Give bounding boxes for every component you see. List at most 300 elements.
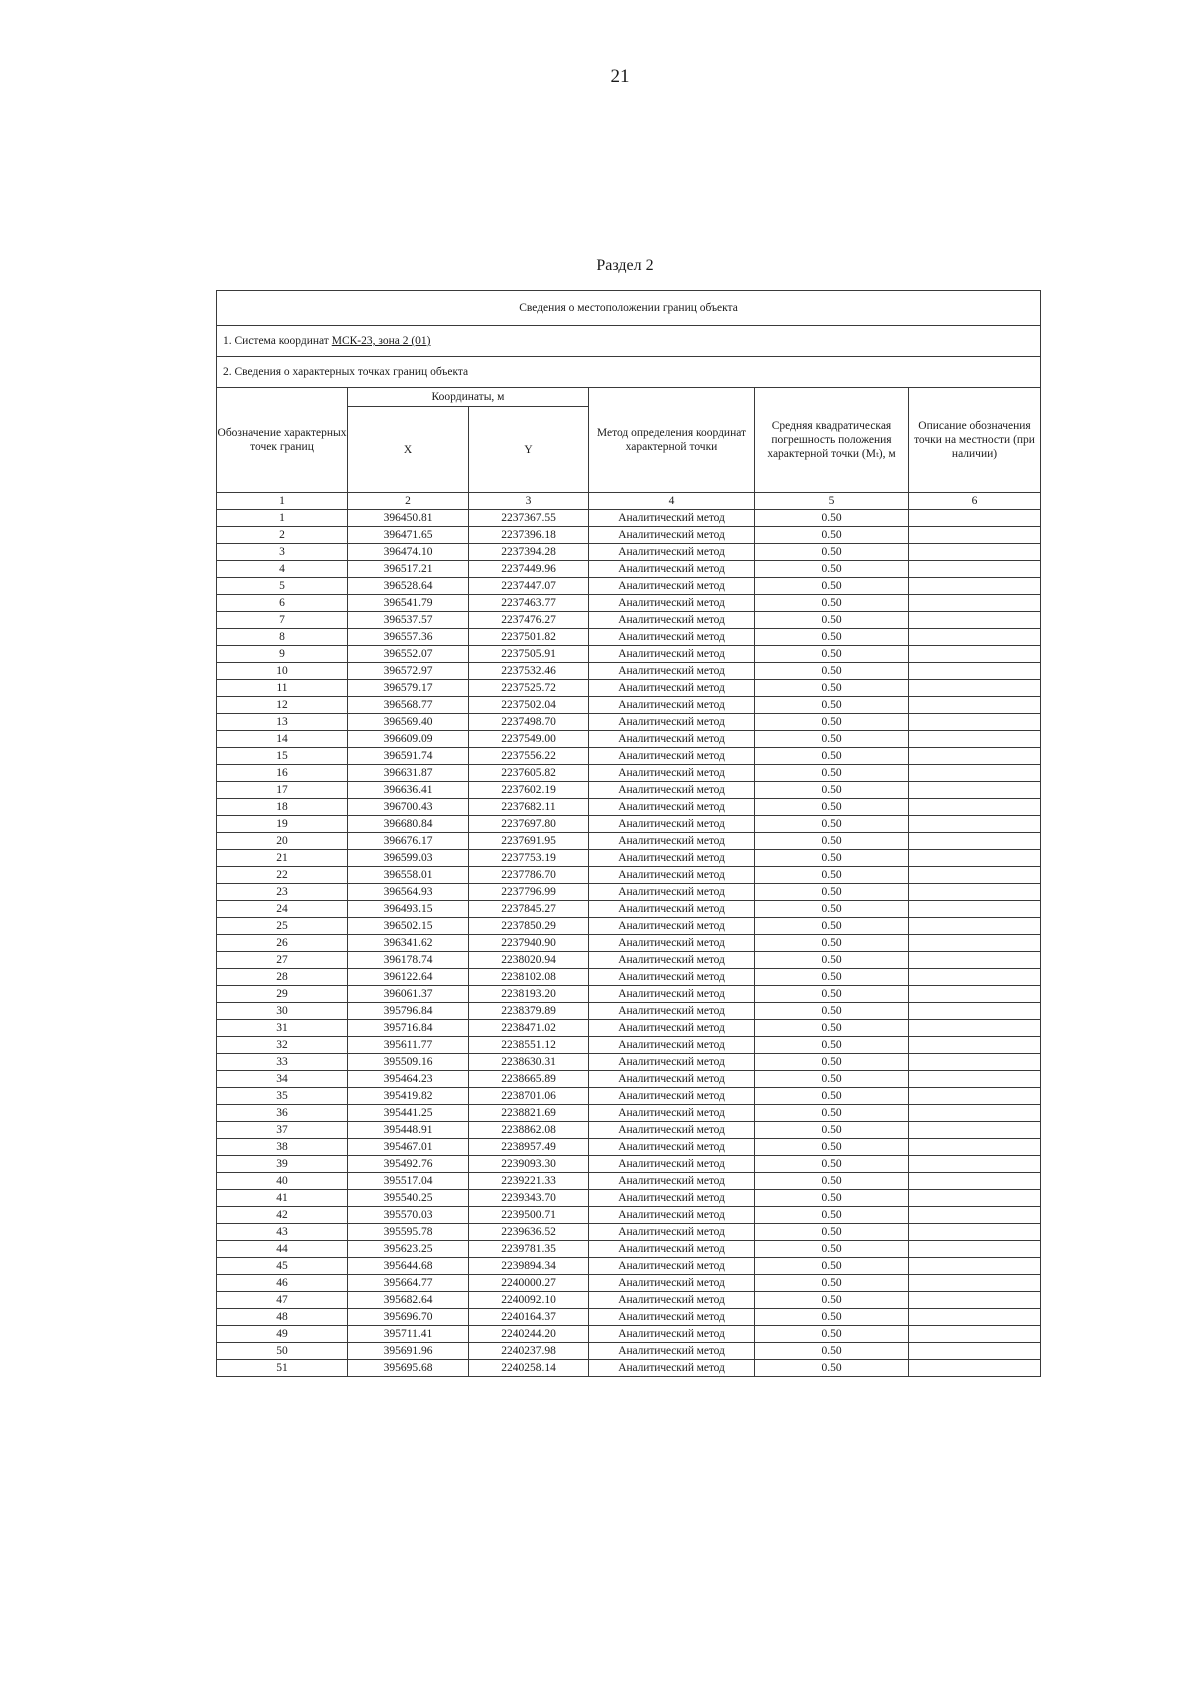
y-coordinate-cell: 2240258.14: [469, 1360, 589, 1377]
y-coordinate-cell: 2239636.52: [469, 1224, 589, 1241]
description-cell: [909, 799, 1041, 816]
coord-system-label: 1. Система координат: [223, 335, 332, 347]
description-cell: [909, 1190, 1041, 1207]
table-row: [217, 799, 1041, 816]
description-cell: [909, 1309, 1041, 1326]
description-cell: [909, 697, 1041, 714]
description-cell: [909, 1241, 1041, 1258]
method-cell: Аналитический метод: [589, 663, 755, 680]
description-cell: [909, 663, 1041, 680]
point-number-cell: 20: [217, 833, 348, 850]
error-cell: 0.50: [755, 1190, 909, 1207]
description-cell: [909, 1020, 1041, 1037]
method-cell: Аналитический метод: [589, 782, 755, 799]
error-cell: 0.50: [755, 952, 909, 969]
table-row: [217, 1071, 1041, 1088]
page-number: 21: [610, 66, 630, 87]
error-cell: 0.50: [755, 561, 909, 578]
table-row: [217, 714, 1041, 731]
x-coordinate-cell: 396631.87: [348, 765, 469, 782]
description-cell: [909, 1275, 1041, 1292]
x-coordinate-cell: 396599.03: [348, 850, 469, 867]
table-row: [217, 561, 1041, 578]
method-cell: Аналитический метод: [589, 714, 755, 731]
header-y: Y: [469, 407, 589, 493]
x-coordinate-cell: 396122.64: [348, 969, 469, 986]
description-cell: [909, 1088, 1041, 1105]
error-cell: 0.50: [755, 544, 909, 561]
x-coordinate-cell: 395796.84: [348, 1003, 469, 1020]
coord-system-row: [217, 326, 1041, 357]
x-coordinate-cell: 395623.25: [348, 1241, 469, 1258]
y-coordinate-cell: 2240244.20: [469, 1326, 589, 1343]
description-cell: [909, 646, 1041, 663]
table-row: [217, 1122, 1041, 1139]
error-cell: 0.50: [755, 1241, 909, 1258]
x-coordinate-cell: 395644.68: [348, 1258, 469, 1275]
point-number-cell: 31: [217, 1020, 348, 1037]
description-cell: [909, 510, 1041, 527]
description-cell: [909, 935, 1041, 952]
table-row: [217, 697, 1041, 714]
header-x: X: [348, 407, 469, 493]
x-coordinate-cell: 396474.10: [348, 544, 469, 561]
error-cell: 0.50: [755, 884, 909, 901]
point-number-cell: 13: [217, 714, 348, 731]
error-cell: 0.50: [755, 714, 909, 731]
x-coordinate-cell: 396609.09: [348, 731, 469, 748]
error-cell: 0.50: [755, 697, 909, 714]
point-number-cell: 10: [217, 663, 348, 680]
table-row: [217, 1360, 1041, 1377]
x-coordinate-cell: 396061.37: [348, 986, 469, 1003]
x-coordinate-cell: 395682.64: [348, 1292, 469, 1309]
point-number-cell: 27: [217, 952, 348, 969]
y-coordinate-cell: 2237682.11: [469, 799, 589, 816]
table-row: [217, 1207, 1041, 1224]
point-number-cell: 25: [217, 918, 348, 935]
method-cell: Аналитический метод: [589, 952, 755, 969]
y-coordinate-cell: 2237549.00: [469, 731, 589, 748]
column-number: 3: [469, 493, 589, 510]
column-number-row: [217, 493, 1041, 510]
y-coordinate-cell: 2238630.31: [469, 1054, 589, 1071]
error-cell: 0.50: [755, 833, 909, 850]
y-coordinate-cell: 2237396.18: [469, 527, 589, 544]
method-cell: Аналитический метод: [589, 1190, 755, 1207]
error-cell: 0.50: [755, 1071, 909, 1088]
method-cell: Аналитический метод: [589, 578, 755, 595]
error-cell: 0.50: [755, 1139, 909, 1156]
error-cell: 0.50: [755, 782, 909, 799]
method-cell: Аналитический метод: [589, 1139, 755, 1156]
x-coordinate-cell: 396579.17: [348, 680, 469, 697]
point-number-cell: 43: [217, 1224, 348, 1241]
y-coordinate-cell: 2237476.27: [469, 612, 589, 629]
point-number-cell: 48: [217, 1309, 348, 1326]
method-cell: Аналитический метод: [589, 561, 755, 578]
method-cell: Аналитический метод: [589, 1122, 755, 1139]
method-cell: Аналитический метод: [589, 986, 755, 1003]
method-cell: Аналитический метод: [589, 1360, 755, 1377]
method-cell: Аналитический метод: [589, 884, 755, 901]
point-number-cell: 49: [217, 1326, 348, 1343]
method-cell: Аналитический метод: [589, 544, 755, 561]
point-number-cell: 35: [217, 1088, 348, 1105]
y-coordinate-cell: 2237449.96: [469, 561, 589, 578]
y-coordinate-cell: 2237602.19: [469, 782, 589, 799]
x-coordinate-cell: 395595.78: [348, 1224, 469, 1241]
point-number-cell: 26: [217, 935, 348, 952]
y-coordinate-cell: 2239093.30: [469, 1156, 589, 1173]
table-row: [217, 884, 1041, 901]
column-number: 5: [755, 493, 909, 510]
x-coordinate-cell: 396564.93: [348, 884, 469, 901]
table-row: [217, 765, 1041, 782]
point-number-cell: 29: [217, 986, 348, 1003]
table-row: [217, 578, 1041, 595]
table-row: [217, 1292, 1041, 1309]
table-row: [217, 544, 1041, 561]
y-coordinate-cell: 2238821.69: [469, 1105, 589, 1122]
section-title: Раздел 2: [596, 257, 654, 274]
table-row: [217, 527, 1041, 544]
y-coordinate-cell: 2238193.20: [469, 986, 589, 1003]
description-cell: [909, 680, 1041, 697]
error-cell: 0.50: [755, 935, 909, 952]
x-coordinate-cell: 395696.70: [348, 1309, 469, 1326]
method-cell: Аналитический метод: [589, 595, 755, 612]
point-number-cell: 41: [217, 1190, 348, 1207]
point-number-cell: 21: [217, 850, 348, 867]
y-coordinate-cell: 2240000.27: [469, 1275, 589, 1292]
table-row: [217, 1003, 1041, 1020]
x-coordinate-cell: 395611.77: [348, 1037, 469, 1054]
table-caption-row: [217, 291, 1041, 326]
point-number-cell: 8: [217, 629, 348, 646]
table-row: [217, 850, 1041, 867]
table-row: [217, 986, 1041, 1003]
point-number-cell: 17: [217, 782, 348, 799]
table-row: [217, 1309, 1041, 1326]
y-coordinate-cell: 2237697.80: [469, 816, 589, 833]
x-coordinate-cell: 396502.15: [348, 918, 469, 935]
x-coordinate-cell: 395492.76: [348, 1156, 469, 1173]
method-cell: Аналитический метод: [589, 510, 755, 527]
point-number-cell: 15: [217, 748, 348, 765]
x-coordinate-cell: 396676.17: [348, 833, 469, 850]
x-coordinate-cell: 396572.97: [348, 663, 469, 680]
description-cell: [909, 1343, 1041, 1360]
x-coordinate-cell: 396591.74: [348, 748, 469, 765]
x-coordinate-cell: 396558.01: [348, 867, 469, 884]
x-coordinate-cell: 396528.64: [348, 578, 469, 595]
y-coordinate-cell: 2237691.95: [469, 833, 589, 850]
x-coordinate-cell: 395448.91: [348, 1122, 469, 1139]
method-cell: Аналитический метод: [589, 833, 755, 850]
x-coordinate-cell: 396471.65: [348, 527, 469, 544]
method-cell: Аналитический метод: [589, 1309, 755, 1326]
column-number: 1: [217, 493, 348, 510]
method-cell: Аналитический метод: [589, 1088, 755, 1105]
point-number-cell: 23: [217, 884, 348, 901]
method-cell: Аналитический метод: [589, 680, 755, 697]
error-cell: 0.50: [755, 1292, 909, 1309]
method-cell: Аналитический метод: [589, 867, 755, 884]
error-cell: 0.50: [755, 1122, 909, 1139]
error-cell: 0.50: [755, 612, 909, 629]
point-number-cell: 7: [217, 612, 348, 629]
point-number-cell: 33: [217, 1054, 348, 1071]
point-number-cell: 2: [217, 527, 348, 544]
method-cell: Аналитический метод: [589, 901, 755, 918]
description-cell: [909, 1207, 1041, 1224]
error-cell: 0.50: [755, 748, 909, 765]
point-number-cell: 40: [217, 1173, 348, 1190]
table-row: [217, 748, 1041, 765]
error-cell: 0.50: [755, 850, 909, 867]
error-cell: 0.50: [755, 1020, 909, 1037]
table-row: [217, 510, 1041, 527]
description-cell: [909, 578, 1041, 595]
column-number: 6: [909, 493, 1041, 510]
y-coordinate-cell: 2238020.94: [469, 952, 589, 969]
description-cell: [909, 918, 1041, 935]
point-number-cell: 3: [217, 544, 348, 561]
y-coordinate-cell: 2237753.19: [469, 850, 589, 867]
y-coordinate-cell: 2237447.07: [469, 578, 589, 595]
method-cell: Аналитический метод: [589, 748, 755, 765]
table-row: [217, 731, 1041, 748]
column-number: 2: [348, 493, 469, 510]
method-cell: Аналитический метод: [589, 765, 755, 782]
boundary-table: [216, 290, 1041, 1377]
x-coordinate-cell: 396680.84: [348, 816, 469, 833]
y-coordinate-cell: 2238551.12: [469, 1037, 589, 1054]
method-cell: Аналитический метод: [589, 935, 755, 952]
description-cell: [909, 612, 1041, 629]
x-coordinate-cell: 395419.82: [348, 1088, 469, 1105]
method-cell: Аналитический метод: [589, 1003, 755, 1020]
x-coordinate-cell: 396450.81: [348, 510, 469, 527]
error-cell: 0.50: [755, 1224, 909, 1241]
y-coordinate-cell: 2237498.70: [469, 714, 589, 731]
header-method: Метод определения координат характерной точки: [589, 388, 755, 493]
x-coordinate-cell: 396552.07: [348, 646, 469, 663]
method-cell: Аналитический метод: [589, 1071, 755, 1088]
point-number-cell: 30: [217, 1003, 348, 1020]
x-coordinate-cell: 395711.41: [348, 1326, 469, 1343]
description-cell: [909, 748, 1041, 765]
point-number-cell: 11: [217, 680, 348, 697]
point-number-cell: 37: [217, 1122, 348, 1139]
x-coordinate-cell: 396178.74: [348, 952, 469, 969]
description-cell: [909, 1173, 1041, 1190]
table-row: [217, 1139, 1041, 1156]
error-cell: 0.50: [755, 1088, 909, 1105]
description-cell: [909, 544, 1041, 561]
description-cell: [909, 867, 1041, 884]
method-cell: Аналитический метод: [589, 850, 755, 867]
description-cell: [909, 1326, 1041, 1343]
description-cell: [909, 952, 1041, 969]
method-cell: Аналитический метод: [589, 1105, 755, 1122]
description-cell: [909, 884, 1041, 901]
table-row: [217, 1241, 1041, 1258]
x-coordinate-cell: 396557.36: [348, 629, 469, 646]
x-coordinate-cell: 395691.96: [348, 1343, 469, 1360]
table-row: [217, 1190, 1041, 1207]
table-row: [217, 629, 1041, 646]
point-number-cell: 16: [217, 765, 348, 782]
method-cell: Аналитический метод: [589, 527, 755, 544]
table-row: [217, 1037, 1041, 1054]
table-row: [217, 1343, 1041, 1360]
error-cell: 0.50: [755, 646, 909, 663]
table-row: [217, 1156, 1041, 1173]
error-cell: 0.50: [755, 578, 909, 595]
point-number-cell: 39: [217, 1156, 348, 1173]
error-cell: 0.50: [755, 1207, 909, 1224]
table-row: [217, 816, 1041, 833]
error-cell: 0.50: [755, 901, 909, 918]
y-coordinate-cell: 2237525.72: [469, 680, 589, 697]
header-designation: Обозначение характерных точек границ: [217, 388, 348, 493]
description-cell: [909, 1003, 1041, 1020]
method-cell: Аналитический метод: [589, 816, 755, 833]
method-cell: Аналитический метод: [589, 799, 755, 816]
table-row: [217, 901, 1041, 918]
error-cell: 0.50: [755, 680, 909, 697]
error-cell: 0.50: [755, 918, 909, 935]
method-cell: Аналитический метод: [589, 1054, 755, 1071]
table-row: [217, 918, 1041, 935]
table-row: [217, 867, 1041, 884]
y-coordinate-cell: 2239781.35: [469, 1241, 589, 1258]
method-cell: Аналитический метод: [589, 1258, 755, 1275]
method-cell: Аналитический метод: [589, 918, 755, 935]
table-row: [217, 1105, 1041, 1122]
x-coordinate-cell: 396568.77: [348, 697, 469, 714]
description-cell: [909, 1258, 1041, 1275]
table-row: [217, 1088, 1041, 1105]
point-number-cell: 9: [217, 646, 348, 663]
method-cell: Аналитический метод: [589, 1020, 755, 1037]
method-cell: Аналитический метод: [589, 731, 755, 748]
y-coordinate-cell: 2239894.34: [469, 1258, 589, 1275]
x-coordinate-cell: 395540.25: [348, 1190, 469, 1207]
error-cell: 0.50: [755, 1003, 909, 1020]
x-coordinate-cell: 395716.84: [348, 1020, 469, 1037]
x-coordinate-cell: 395464.23: [348, 1071, 469, 1088]
x-coordinate-cell: 395509.16: [348, 1054, 469, 1071]
description-cell: [909, 1037, 1041, 1054]
table-row: [217, 1326, 1041, 1343]
y-coordinate-cell: 2238102.08: [469, 969, 589, 986]
y-coordinate-cell: 2238701.06: [469, 1088, 589, 1105]
description-cell: [909, 850, 1041, 867]
point-number-cell: 28: [217, 969, 348, 986]
table-row: [217, 1275, 1041, 1292]
table-row: [217, 952, 1041, 969]
point-number-cell: 38: [217, 1139, 348, 1156]
description-cell: [909, 714, 1041, 731]
description-cell: [909, 816, 1041, 833]
description-cell: [909, 1156, 1041, 1173]
table-row: [217, 782, 1041, 799]
y-coordinate-cell: 2238957.49: [469, 1139, 589, 1156]
method-cell: Аналитический метод: [589, 1275, 755, 1292]
table-caption: Сведения о местоположении границ объекта: [217, 291, 1041, 326]
point-number-cell: 50: [217, 1343, 348, 1360]
x-coordinate-cell: 396493.15: [348, 901, 469, 918]
header-coordinates: Координаты, м: [348, 388, 589, 407]
error-cell: 0.50: [755, 765, 909, 782]
x-coordinate-cell: 396341.62: [348, 935, 469, 952]
y-coordinate-cell: 2237501.82: [469, 629, 589, 646]
point-number-cell: 12: [217, 697, 348, 714]
x-coordinate-cell: 395467.01: [348, 1139, 469, 1156]
description-cell: [909, 1071, 1041, 1088]
error-cell: 0.50: [755, 1054, 909, 1071]
y-coordinate-cell: 2239500.71: [469, 1207, 589, 1224]
description-cell: [909, 1139, 1041, 1156]
y-coordinate-cell: 2240237.98: [469, 1343, 589, 1360]
x-coordinate-cell: 396636.41: [348, 782, 469, 799]
y-coordinate-cell: 2237796.99: [469, 884, 589, 901]
description-cell: [909, 782, 1041, 799]
point-number-cell: 42: [217, 1207, 348, 1224]
description-cell: [909, 986, 1041, 1003]
method-cell: Аналитический метод: [589, 1292, 755, 1309]
table-row: [217, 646, 1041, 663]
error-cell: 0.50: [755, 1275, 909, 1292]
method-cell: Аналитический метод: [589, 697, 755, 714]
method-cell: Аналитический метод: [589, 1241, 755, 1258]
error-cell: 0.50: [755, 1156, 909, 1173]
method-cell: Аналитический метод: [589, 1224, 755, 1241]
description-cell: [909, 561, 1041, 578]
description-cell: [909, 969, 1041, 986]
point-number-cell: 14: [217, 731, 348, 748]
y-coordinate-cell: 2238862.08: [469, 1122, 589, 1139]
header-error: Средняя квадратическая погрешность положения характерной точки (Mₜ), м: [755, 388, 909, 493]
y-coordinate-cell: 2237850.29: [469, 918, 589, 935]
y-coordinate-cell: 2237786.70: [469, 867, 589, 884]
x-coordinate-cell: 395664.77: [348, 1275, 469, 1292]
point-number-cell: 5: [217, 578, 348, 595]
error-cell: 0.50: [755, 1360, 909, 1377]
error-cell: 0.50: [755, 1258, 909, 1275]
error-cell: 0.50: [755, 816, 909, 833]
point-number-cell: 36: [217, 1105, 348, 1122]
coord-system-value: МСК-23, зона 2 (01): [331, 335, 431, 347]
y-coordinate-cell: 2237556.22: [469, 748, 589, 765]
error-cell: 0.50: [755, 731, 909, 748]
column-number: 4: [589, 493, 755, 510]
method-cell: Аналитический метод: [589, 1173, 755, 1190]
point-number-cell: 4: [217, 561, 348, 578]
error-cell: 0.50: [755, 663, 909, 680]
x-coordinate-cell: 395441.25: [348, 1105, 469, 1122]
method-cell: Аналитический метод: [589, 969, 755, 986]
x-coordinate-cell: 396517.21: [348, 561, 469, 578]
description-cell: [909, 1292, 1041, 1309]
coord-system-cell: [217, 326, 1041, 357]
table-row: [217, 1173, 1041, 1190]
y-coordinate-cell: 2238471.02: [469, 1020, 589, 1037]
table-row: [217, 612, 1041, 629]
